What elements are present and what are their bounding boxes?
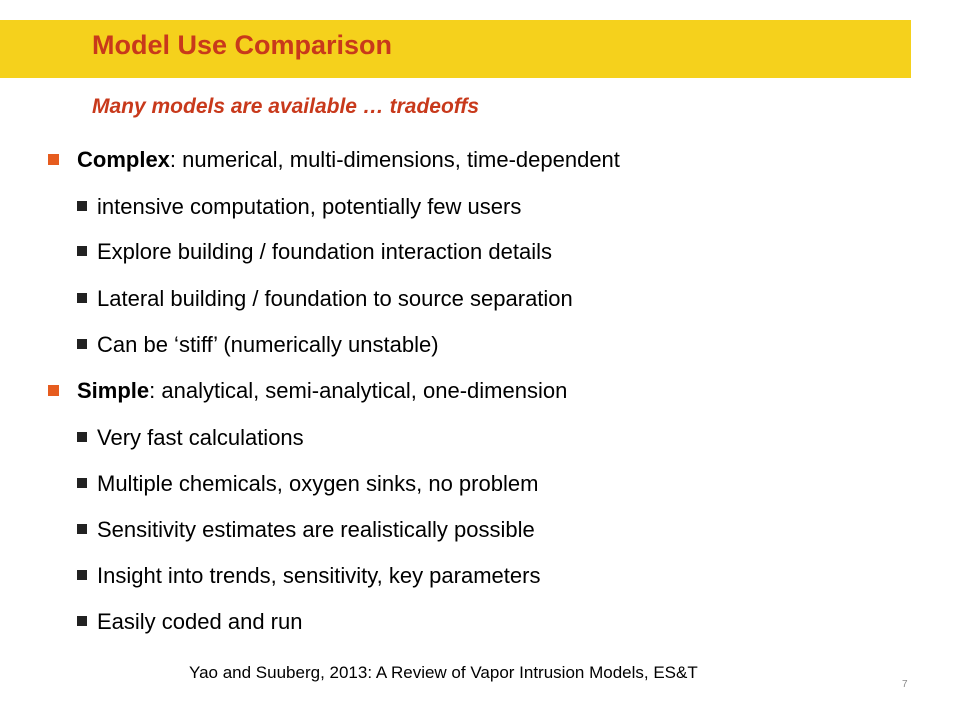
sub-bullet-text: Sensitivity estimates are realistically possible [97,517,535,542]
page-number: 7 [902,679,908,690]
sub-bullet [77,517,535,543]
citation: Yao and Suuberg, 2013: A Review of Vapor Intrusion Models, ES&T [189,663,698,682]
square-bullet-icon [48,154,59,165]
square-bullet-icon [77,432,87,442]
square-bullet-icon [77,339,87,349]
sub-bullet [77,609,302,635]
bullet-complex [48,147,620,173]
square-bullet-icon [77,616,87,626]
sub-bullet [77,286,573,312]
square-bullet-icon [48,385,59,396]
sub-bullet [77,471,538,497]
sub-bullet-text: Lateral building / foundation to source separation [97,286,573,311]
sub-bullet [77,194,521,220]
sub-bullet-text: intensive computation, potentially few users [97,194,522,219]
bullet-term: Simple [77,378,150,403]
sub-bullet [77,425,304,451]
bullet-simple [48,378,567,404]
sub-bullet [77,563,540,589]
sub-bullet [77,332,439,358]
square-bullet-icon [77,201,87,211]
square-bullet-icon [77,246,87,256]
square-bullet-icon [77,293,87,303]
sub-bullet [77,239,552,265]
square-bullet-icon [77,478,87,488]
sub-bullet-text: Very fast calculations [97,425,304,450]
square-bullet-icon [77,524,87,534]
slide-subtitle: Many models are available … tradeoffs [92,95,480,118]
bullet-text: : analytical, semi-analytical, one-dimension [149,378,568,403]
square-bullet-icon [77,570,87,580]
sub-bullet-text: Explore building / foundation interaction details [97,239,552,264]
sub-bullet-text: Insight into trends, sensitivity, key parameters [97,563,541,588]
slide-title: Model Use Comparison [92,30,393,60]
bullet-term: Complex [77,147,170,172]
bullet-text: : numerical, multi-dimensions, time-dependent [169,147,620,172]
sub-bullet-text: Easily coded and run [97,609,303,634]
sub-bullet-text: Multiple chemicals, oxygen sinks, no problem [97,471,539,496]
sub-bullet-text: Can be ‘stiff’ (numerically unstable) [97,332,439,357]
